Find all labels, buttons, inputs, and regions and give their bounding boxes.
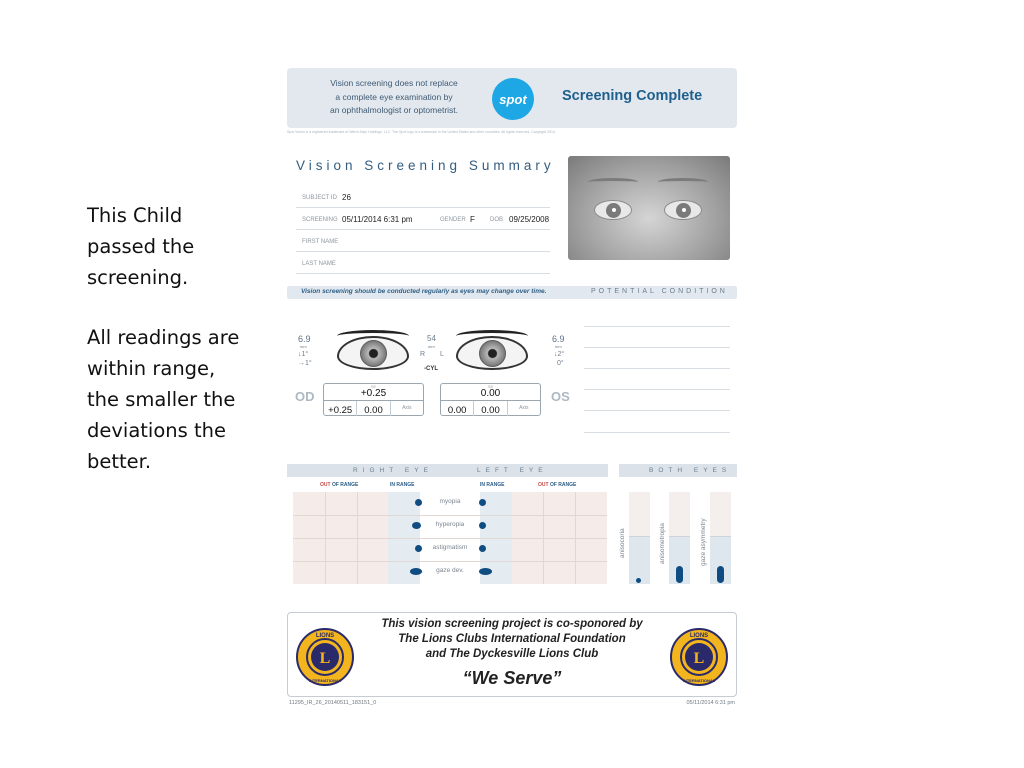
condition-line [584,326,730,327]
dob-value: 09/25/2008 [509,215,550,224]
os-label: OS [551,389,570,404]
in-text: IN [390,482,395,488]
out-text: OUT [320,482,331,488]
file-id: 11295_IR_26_20140511_183151_0 [289,700,377,706]
gaze-asymmetry-marker [717,566,724,583]
condition-hyperopia: hyperopia [435,521,465,528]
motto: “We Serve” [462,668,562,688]
right-in-range-label [390,482,414,488]
condition-astigmatism: astigmatism [432,544,468,551]
pupil-distance-unit: mm [428,344,435,349]
last-name-row [296,253,550,274]
photo-eye [594,200,632,220]
disclaimer-line: Vision screening does not replace [330,78,458,88]
note-line: better. [87,450,152,473]
condition-line [584,410,730,411]
od-cylinder: 0.00 [357,401,390,416]
screening-date: 05/11/2014 6:31 pm [342,215,413,224]
left-out-of-range-label [538,482,576,488]
first-name-label: FIRST NAME [302,239,339,245]
in-text: IN [480,482,485,488]
anisometropia-bar [669,492,690,584]
os-se-hint: SE [487,384,494,389]
left-indicator: L [440,351,444,358]
info-banner [287,286,737,299]
both-eyes-heading: BOTH EYES [649,467,732,474]
out-text: OUT [538,482,549,488]
lions-club-seal-icon [669,627,729,687]
left-eye-heading: LEFT EYE [477,467,548,474]
screening-label: SCREENING [302,217,338,223]
od-sphere: +0.25 [324,401,357,416]
of-range-text: OF RANGE [549,482,577,488]
left-eye-icon [450,330,534,376]
sponsor-line-3: and The Dyckesville Lions Club [425,648,599,660]
od-axis: Axis [402,405,412,411]
report-header [287,68,737,128]
screening-report [287,68,737,713]
condition-line [584,347,730,348]
od-label: OD [295,389,315,404]
seal-text-top: LIONS [689,633,709,639]
right-myopia-marker [415,499,422,506]
left-astigmatism-marker [479,545,486,552]
od-se-hint: SE [370,384,377,389]
condition-line [584,368,730,369]
first-name-row [296,231,550,252]
range-grid [293,492,607,584]
photo-eye [664,200,702,220]
os-pupil-size: 6.9 [552,334,565,344]
os-spherical-equivalent: 0.00 [480,388,501,399]
left-myopia-marker [479,499,486,506]
note-line: deviations the [87,419,226,442]
seal-letter: L [319,650,331,667]
anisometropia-marker [676,566,683,583]
gaze-asymmetry-bar [710,492,731,584]
screening-status: Screening Complete [562,88,703,104]
dob-label: DOB [490,217,504,223]
od-spherical-equivalent: +0.25 [360,388,387,399]
note-line: screening. [87,266,189,289]
anisocoria-label: anisocoria [619,528,626,558]
os-pupil-unit: mm [555,344,562,349]
gender-label: GENDER [440,217,466,223]
subject-id-value: 26 [342,193,351,202]
right-eye-heading: RIGHT EYE [353,467,433,474]
os-sphere: 0.00 [441,401,474,416]
banner-advice: Vision screening should be conducted regularly as eyes may change over time. [301,288,547,295]
right-eye-icon [331,330,415,376]
subject-id-row [296,187,550,208]
screening-row [296,209,550,230]
summary-title: Vision Screening Summary [296,158,555,173]
fine-print: Spot Vision is a registered trademark of Welch Allyn Holdings, LLC. The Spot logo is a trademark in the United States and other countries. All rights reserved. Copyright 2014. [287,130,556,134]
disclaimer-line: a complete eye examination by [335,91,453,102]
report-timestamp: 05/11/2014 6:31 pm [686,700,735,706]
subject-id-label: SUBJECT ID [302,195,337,201]
pupil-distance: 54 [427,334,436,343]
spot-logo: spot [492,78,534,120]
photo-brow [588,178,638,186]
right-astigmatism-marker [415,545,422,552]
left-gaze-marker [479,568,492,575]
left-in-range-label [480,482,504,488]
photo-brow [658,178,708,186]
result-note [87,200,262,293]
readings-note [87,322,262,477]
condition-gaze-deviation: gaze dev. [436,567,464,574]
of-range-text: OF RANGE [331,482,359,488]
eyes-photo [568,156,730,260]
lions-club-seal-icon [295,627,355,687]
note-line: This Child [87,204,183,227]
disclaimer [299,77,489,118]
note-line: within range, [87,357,216,380]
sponsor-line-1: This vision screening project is co-sponored by [381,618,643,630]
note-line: passed the [87,235,195,258]
os-refraction-box [440,383,541,416]
sponsor-panel [287,612,737,697]
anisocoria-bar [629,492,650,584]
right-out-of-range-label [320,482,358,488]
last-name-label: LAST NAME [302,261,336,267]
od-pupil-unit: mm [300,344,307,349]
os-cylinder: 0.00 [474,401,507,416]
right-indicator: R [420,351,426,358]
seal-letter: L [693,650,705,667]
range-text: RANGE [396,482,415,488]
seal-text-bottom: INTERNATIONAL [682,678,716,683]
od-pupil-size: 6.9 [298,334,311,344]
right-gaze-marker [410,568,422,575]
condition-myopia: myopia [439,498,461,505]
os-axis: Axis [519,405,529,411]
os-gaze-horizontal: 0° [557,360,564,367]
condition-line [584,432,730,433]
od-gaze-vertical: ↓1° [298,351,309,358]
left-hyperopia-marker [479,522,486,529]
gender-value: F [470,215,475,224]
eyes-range-header [287,464,608,477]
condition-line [584,389,730,390]
range-text: RANGE [486,482,505,488]
potential-condition-heading: POTENTIAL CONDITION [591,288,728,295]
anisocoria-marker [636,578,641,583]
anisometropia-label: anisometropia [659,523,666,564]
od-refraction-box [323,383,424,416]
both-eyes-header [619,464,737,477]
gaze-asymmetry-label: gaze asymmetry [700,518,707,566]
od-gaze-horizontal: →1° [298,360,312,367]
seal-text-top: LIONS [315,633,335,639]
os-gaze-vertical: ↓2° [554,351,565,358]
seal-text-bottom: INTERNATIONAL [308,678,342,683]
cyl-label: -CYL [424,366,438,372]
note-line: the smaller the [87,388,236,411]
note-line: All readings are [87,326,240,349]
disclaimer-line: an ophthalmologist or optometrist. [329,105,459,115]
right-hyperopia-marker [412,522,421,529]
sponsor-line-2: The Lions Clubs International Foundation [398,633,626,645]
